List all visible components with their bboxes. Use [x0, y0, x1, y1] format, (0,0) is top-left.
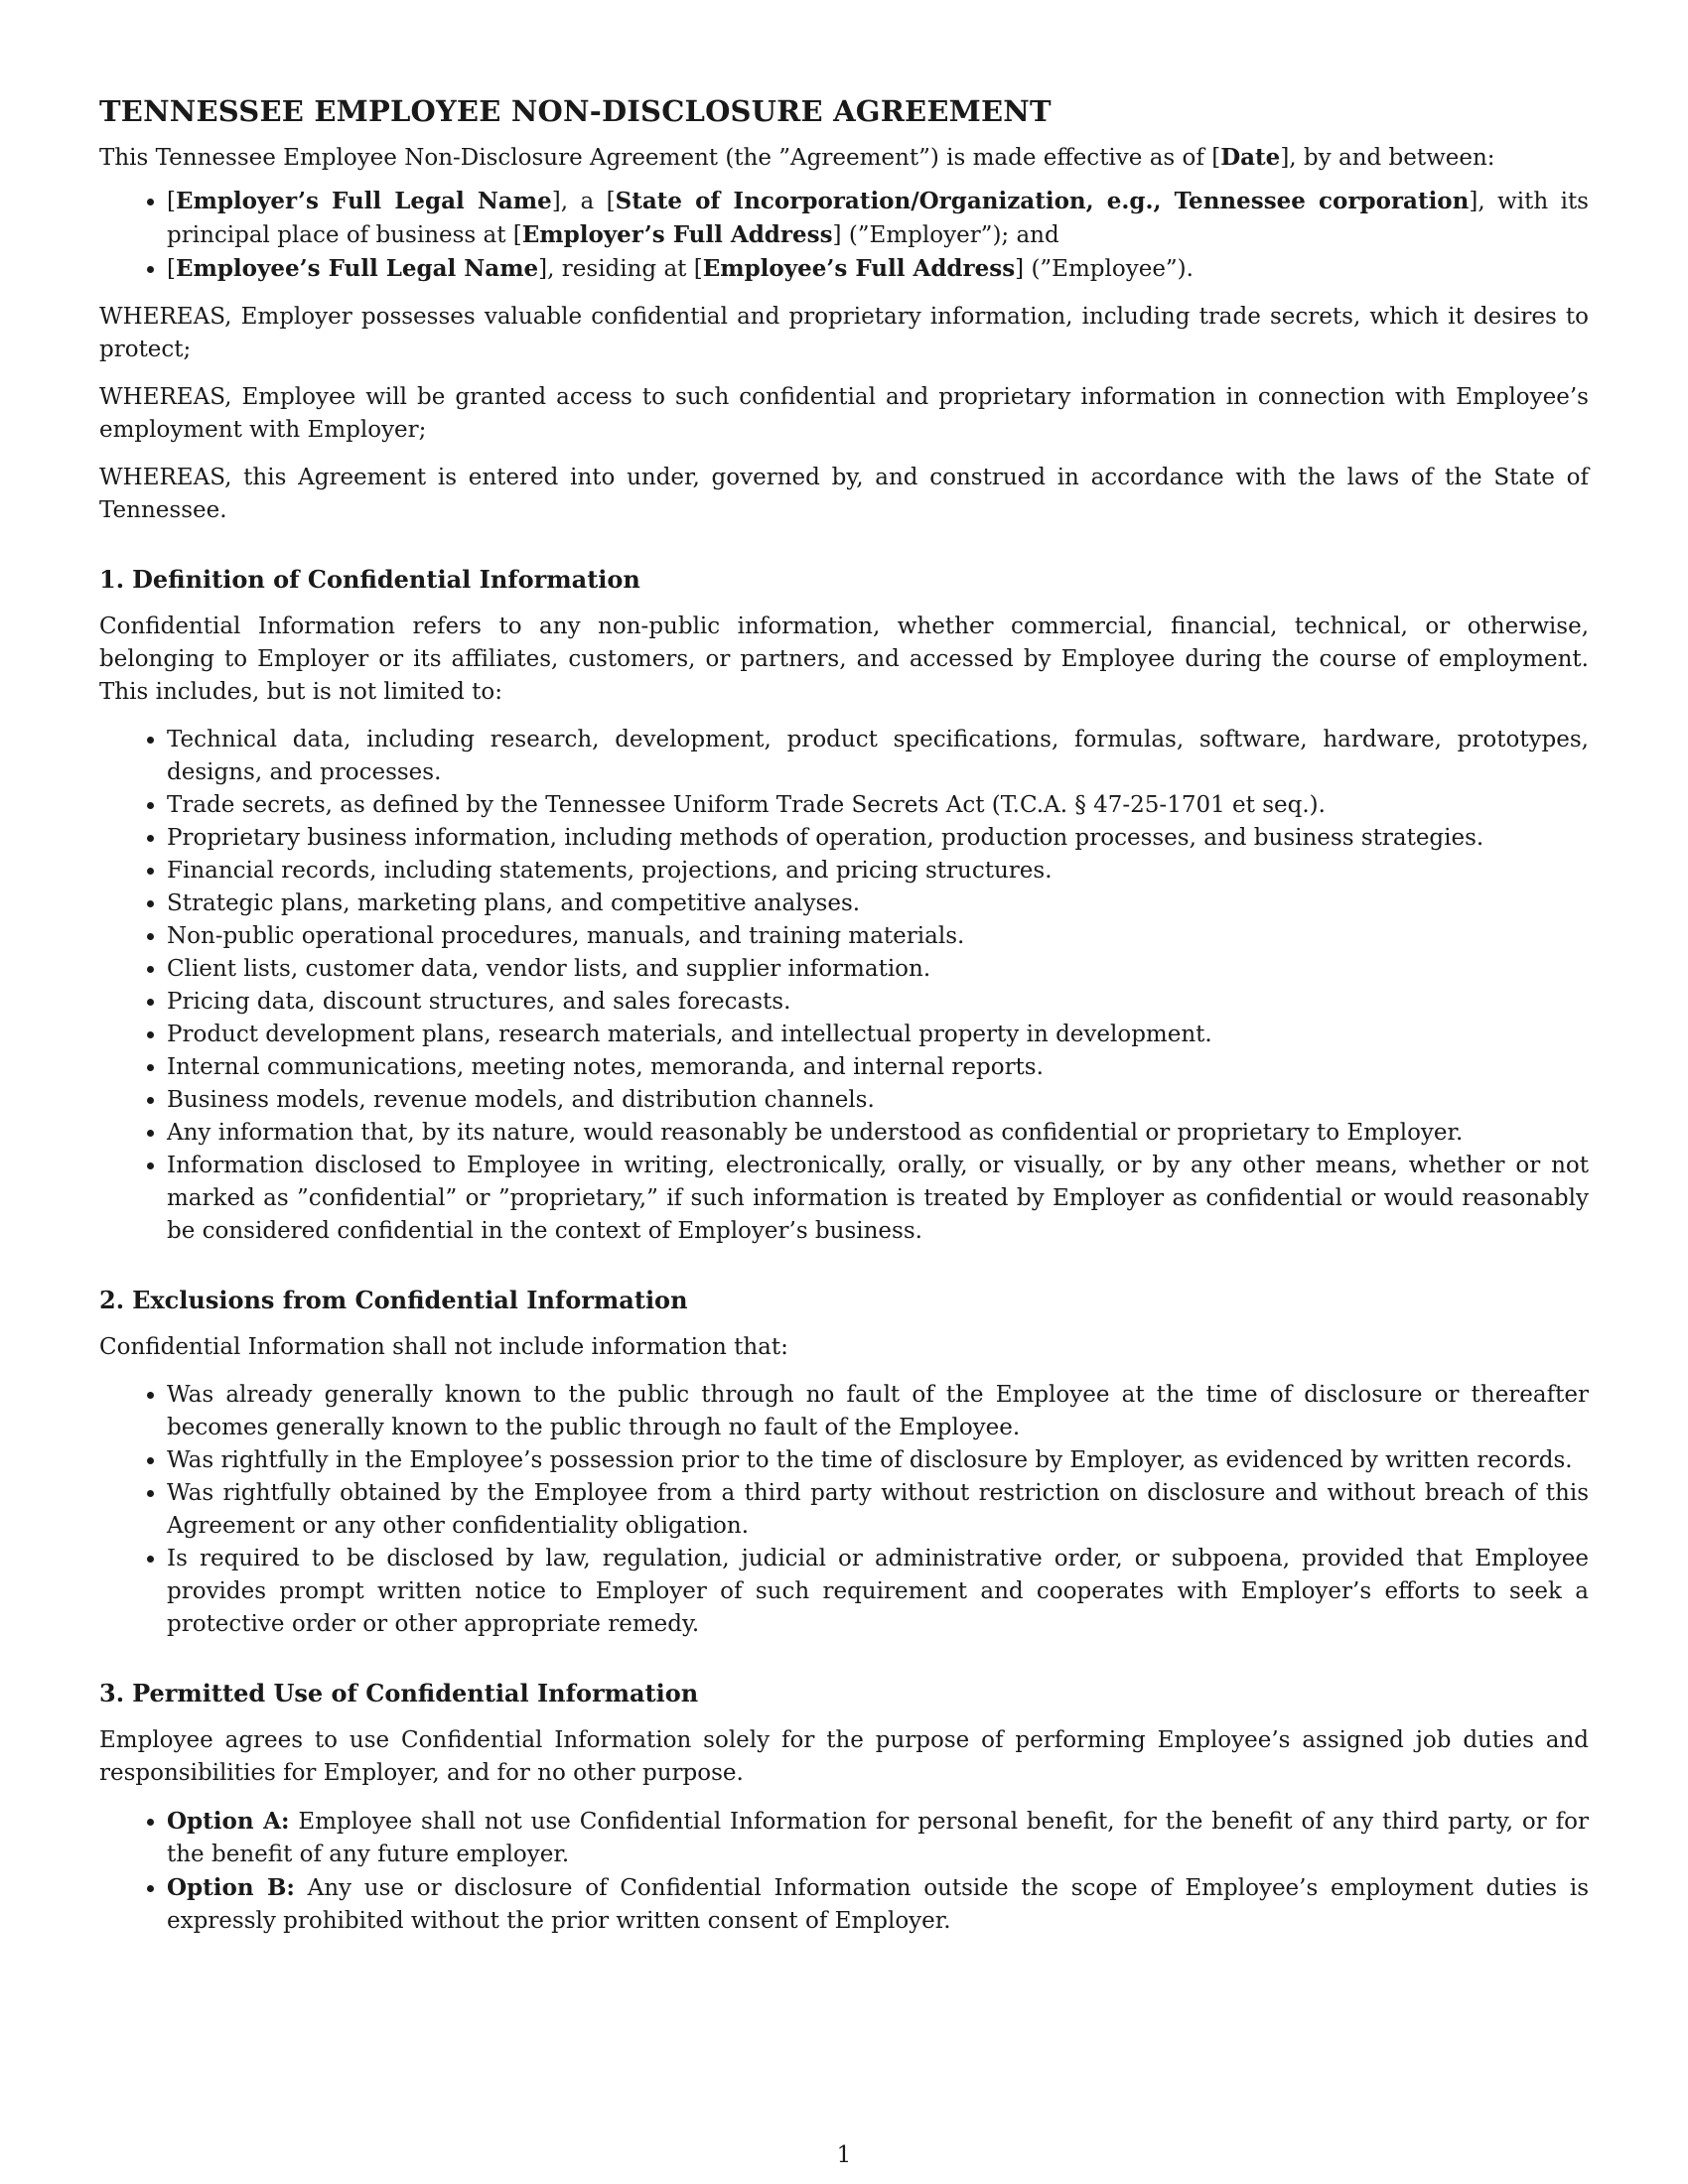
- section-title: Definition of Confidential Information: [132, 565, 640, 594]
- party-employee-text-2: (”Employee”).: [1024, 256, 1194, 282]
- party-employer: • [Employer’s Full Legal Name], a [State of Incorporation/Organization, e.g., Tennessee corporation], with its principal place of business at [Employer’s Full Address] (”Employer”); and: [167, 185, 1589, 252]
- list-item: • Is required to be disclosed by law, regulation, judicial or administrative order, or subpoena, provided that Employee provides prompt written notice to Employer of such requirement and cooperates with Employer’s efforts to seek a protective order or other appropriate remedy.: [167, 1543, 1589, 1641]
- list-item: • Any information that, by its nature, would reasonably be understood as confidential or proprietary to Employer.: [167, 1117, 1589, 1150]
- intro-text-end: , by and between:: [1289, 145, 1495, 171]
- section-title: Exclusions from Confidential Information: [132, 1286, 688, 1314]
- section-number: 2.: [99, 1286, 125, 1314]
- intro-text-start: This Tennessee Employee Non-Disclosure Agreement (the ”Agreement”) is made effective as of: [99, 145, 1212, 171]
- option-text: Employee shall not use Confidential Information for personal benefit, for the benefit of any third party, or for the benefit of any future employer.: [167, 1809, 1589, 1867]
- recital-paragraph: WHEREAS, Employee will be granted access to such confidential and proprietary information in connection with Employee’s employment with Employer;: [99, 384, 1589, 443]
- section-1-heading: [99, 563, 1589, 597]
- option-label: Option A:: [167, 1808, 290, 1835]
- section-2-heading: [99, 1284, 1589, 1317]
- document-title: TENNESSEE EMPLOYEE NON-DISCLOSURE AGREEMENT: [99, 94, 1052, 128]
- date-placeholder: Date: [1220, 144, 1281, 171]
- party-employer-text-1: , a: [560, 189, 607, 214]
- party-employer-text-2: , with its principal place of business at: [167, 189, 1589, 248]
- recital-paragraph: WHEREAS, this Agreement is entered into under, governed by, and construed in accordance with the laws of the State of Tennessee.: [99, 465, 1589, 523]
- document-page: [99, 91, 1589, 1953]
- list-item: • Non-public operational procedures, manuals, and training materials.: [167, 920, 1589, 953]
- party-employee: • [Employee’s Full Legal Name], residing at [Employee’s Full Address] (”Employee”).: [167, 252, 1589, 286]
- section-number: 3.: [99, 1679, 125, 1707]
- state-placeholder: State of Incorporation/Organization, e.g., Tennessee corporation: [615, 188, 1470, 214]
- list-item: • Was rightfully obtained by the Employee from a third party without restriction on disclosure and without breach of this Agreement or any other confidentiality obligation.: [167, 1477, 1589, 1543]
- option-b-item: [167, 1871, 1589, 1938]
- party-employee-text-1: , residing at: [547, 256, 694, 282]
- section-3-heading: [99, 1677, 1589, 1710]
- list-item: • Trade secrets, as defined by the Tennessee Uniform Trade Secrets Act (T.C.A. § 47-25-1701 et seq.).: [167, 789, 1589, 822]
- employer-name-placeholder: Employer’s Full Legal Name: [175, 188, 552, 214]
- list-item: • Pricing data, discount structures, and sales forecasts.: [167, 986, 1589, 1019]
- option-label: Option B:: [167, 1874, 295, 1901]
- section-3-options: [99, 1805, 1589, 1938]
- section-3-body: Employee agrees to use Confidential Information solely for the purpose of performing Employee’s assigned job duties and responsibilities for Employer, and for no other purpose.: [99, 1727, 1589, 1786]
- intro-paragraph: This Tennessee Employee Non-Disclosure Agreement (the ”Agreement”) is made effective as of [Date], by and between:: [99, 144, 1495, 171]
- employee-address-placeholder: Employee’s Full Address: [702, 255, 1016, 282]
- list-item: • Was rightfully in the Employee’s possession prior to the time of disclosure by Employer, as evidenced by written records.: [167, 1444, 1589, 1477]
- section-title: Permitted Use of Confidential Information: [132, 1679, 699, 1707]
- list-item: • Financial records, including statements, projections, and pricing structures.: [167, 855, 1589, 887]
- employee-name-placeholder: Employee’s Full Legal Name: [175, 255, 539, 282]
- section-number: 1.: [99, 565, 125, 594]
- list-item: • Client lists, customer data, vendor lists, and supplier information.: [167, 953, 1589, 986]
- section-1-list: [99, 724, 1589, 1248]
- list-item: • Strategic plans, marketing plans, and competitive analyses.: [167, 887, 1589, 920]
- list-item: • Business models, revenue models, and distribution channels.: [167, 1084, 1589, 1117]
- section-2-list: [99, 1379, 1589, 1641]
- list-item: • Was already generally known to the public through no fault of the Employee at the time of disclosure or thereafter becomes generally known to the public through no fault of the Employee.: [167, 1379, 1589, 1444]
- party-employer-text-3: (”Employer”); and: [841, 222, 1059, 248]
- list-item: • Product development plans, research materials, and intellectual property in development.: [167, 1019, 1589, 1051]
- section-2-body: Confidential Information shall not include information that:: [99, 1334, 788, 1360]
- option-text: Any use or disclosure of Confidential Information outside the scope of Employee’s employment duties is expressly prohibited without the prior written consent of Employer.: [167, 1875, 1589, 1934]
- list-item: • Internal communications, meeting notes, memoranda, and internal reports.: [167, 1051, 1589, 1084]
- list-item: • Information disclosed to Employee in writing, electronically, orally, or visually, or by any other means, whether or not marked as ”confidential” or ”proprietary,” if such information is treated by Employer as confidential or would reasonably be considered confidential in the context of Employer’s business.: [167, 1150, 1589, 1248]
- list-item: • Proprietary business information, including methods of operation, production processes, and business strategies.: [167, 822, 1589, 855]
- employer-address-placeholder: Employer’s Full Address: [521, 221, 833, 248]
- section-1-body: Confidential Information refers to any non-public information, whether commercial, financial, technical, or otherwise, belonging to Employer or its affiliates, customers, or partners, and accessed by Employee during the course of employment. This includes, but is not limited to:: [99, 614, 1589, 705]
- list-item: • Technical data, including research, development, product specifications, formulas, software, hardware, prototypes, designs, and processes.: [167, 724, 1589, 789]
- page-number: 1: [836, 2142, 852, 2168]
- parties-list: [99, 185, 1589, 286]
- recital-paragraph: WHEREAS, Employer possesses valuable confidential and proprietary information, including trade secrets, which it desires to protect;: [99, 304, 1589, 362]
- option-a-item: [167, 1805, 1589, 1871]
